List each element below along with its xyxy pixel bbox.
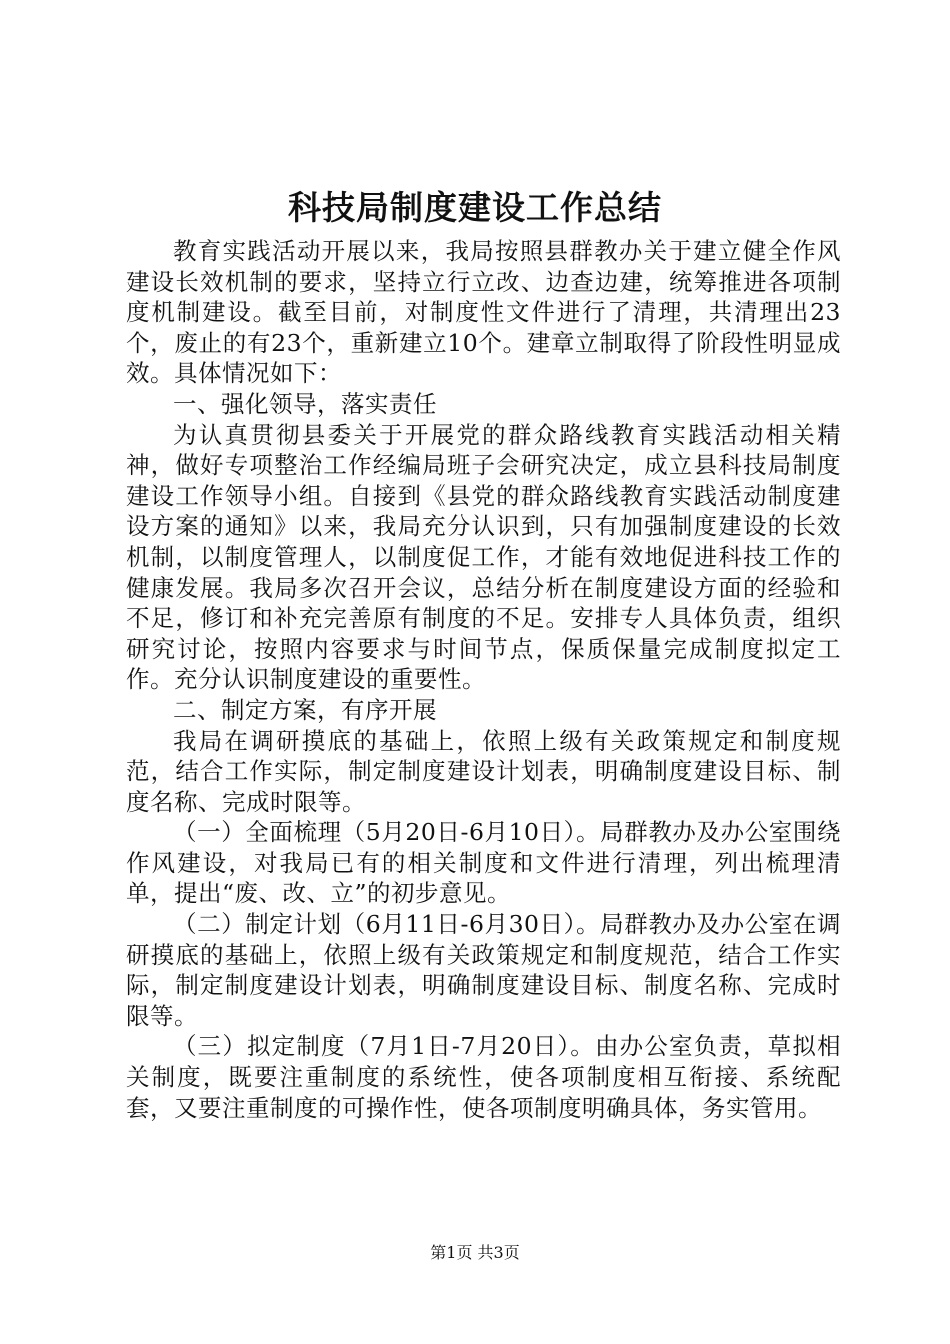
step-1-paragraph: （一）全面梳理（5月20日-6月10日）。局群教办及办公室围绕作风建设，对我局已有的相关制度和文件进行清理，列出梳理清单，提出“废、改、立”的初步意见。 xyxy=(126,818,841,908)
page-number-footer: 第1页 共3页 xyxy=(430,1243,520,1262)
section-1-paragraph: 为认真贯彻县委关于开展党的群众路线教育实践活动相关精神，做好专项整治工作经编局班子会研究决定，成立县科技局制度建设工作领导小组。自接到《县党的群众路线教育实践活动制度建设方案的通知》以来，我局充分认识到，只有加强制度建设的长效机制，以制度管理人，以制度促工作，才能有效地促进科技工作的健康发展。我局多次召开会议，总结分析在制度建设方面的经验和不足，修订和补充完善原有制度的不足。安排专人具体负责，组织研究讨论，按照内容要求与时间节点，保质保量完成制度拟定工作。充分认识制度建设的重要性。 xyxy=(126,420,841,694)
step-3-paragraph: （三）拟定制度（7月1日-7月20日）。由办公室负责，草拟相关制度，既要注重制度的系统性，使各项制度相互衔接、系统配套，又要注重制度的可操作性，使各项制度明确具体，务实管用。 xyxy=(126,1032,841,1122)
section-heading-2: 二、制定方案，有序开展 xyxy=(173,695,437,724)
document-body xyxy=(126,236,841,1123)
step-2-paragraph: （二）制定计划（6月11日-6月30日）。局群教办及办公室在调研摸底的基础上，依照上级有关政策规定和制度规范，结合工作实际，制定制度建设计划表，明确制度建设目标、制度名称、完成时限等。 xyxy=(126,910,841,1030)
intro-paragraph: 教育实践活动开展以来，我局按照县群教办关于建立健全作风建设长效机制的要求，坚持立行立改、边查边建，统筹推进各项制度机制建设。截至目前，对制度性文件进行了清理，共清理出23个，废止的有23个，重新建立10个。建章立制取得了阶段性明显成效。具体情况如下： xyxy=(126,237,841,388)
section-2-paragraph: 我局在调研摸底的基础上，依照上级有关政策规定和制度规范，结合工作实际，制定制度建设计划表，明确制度建设目标、制度名称、完成时限等。 xyxy=(126,726,841,816)
section-heading-1: 一、强化领导，落实责任 xyxy=(173,389,437,418)
document-title: 科技局制度建设工作总结 xyxy=(288,188,662,227)
